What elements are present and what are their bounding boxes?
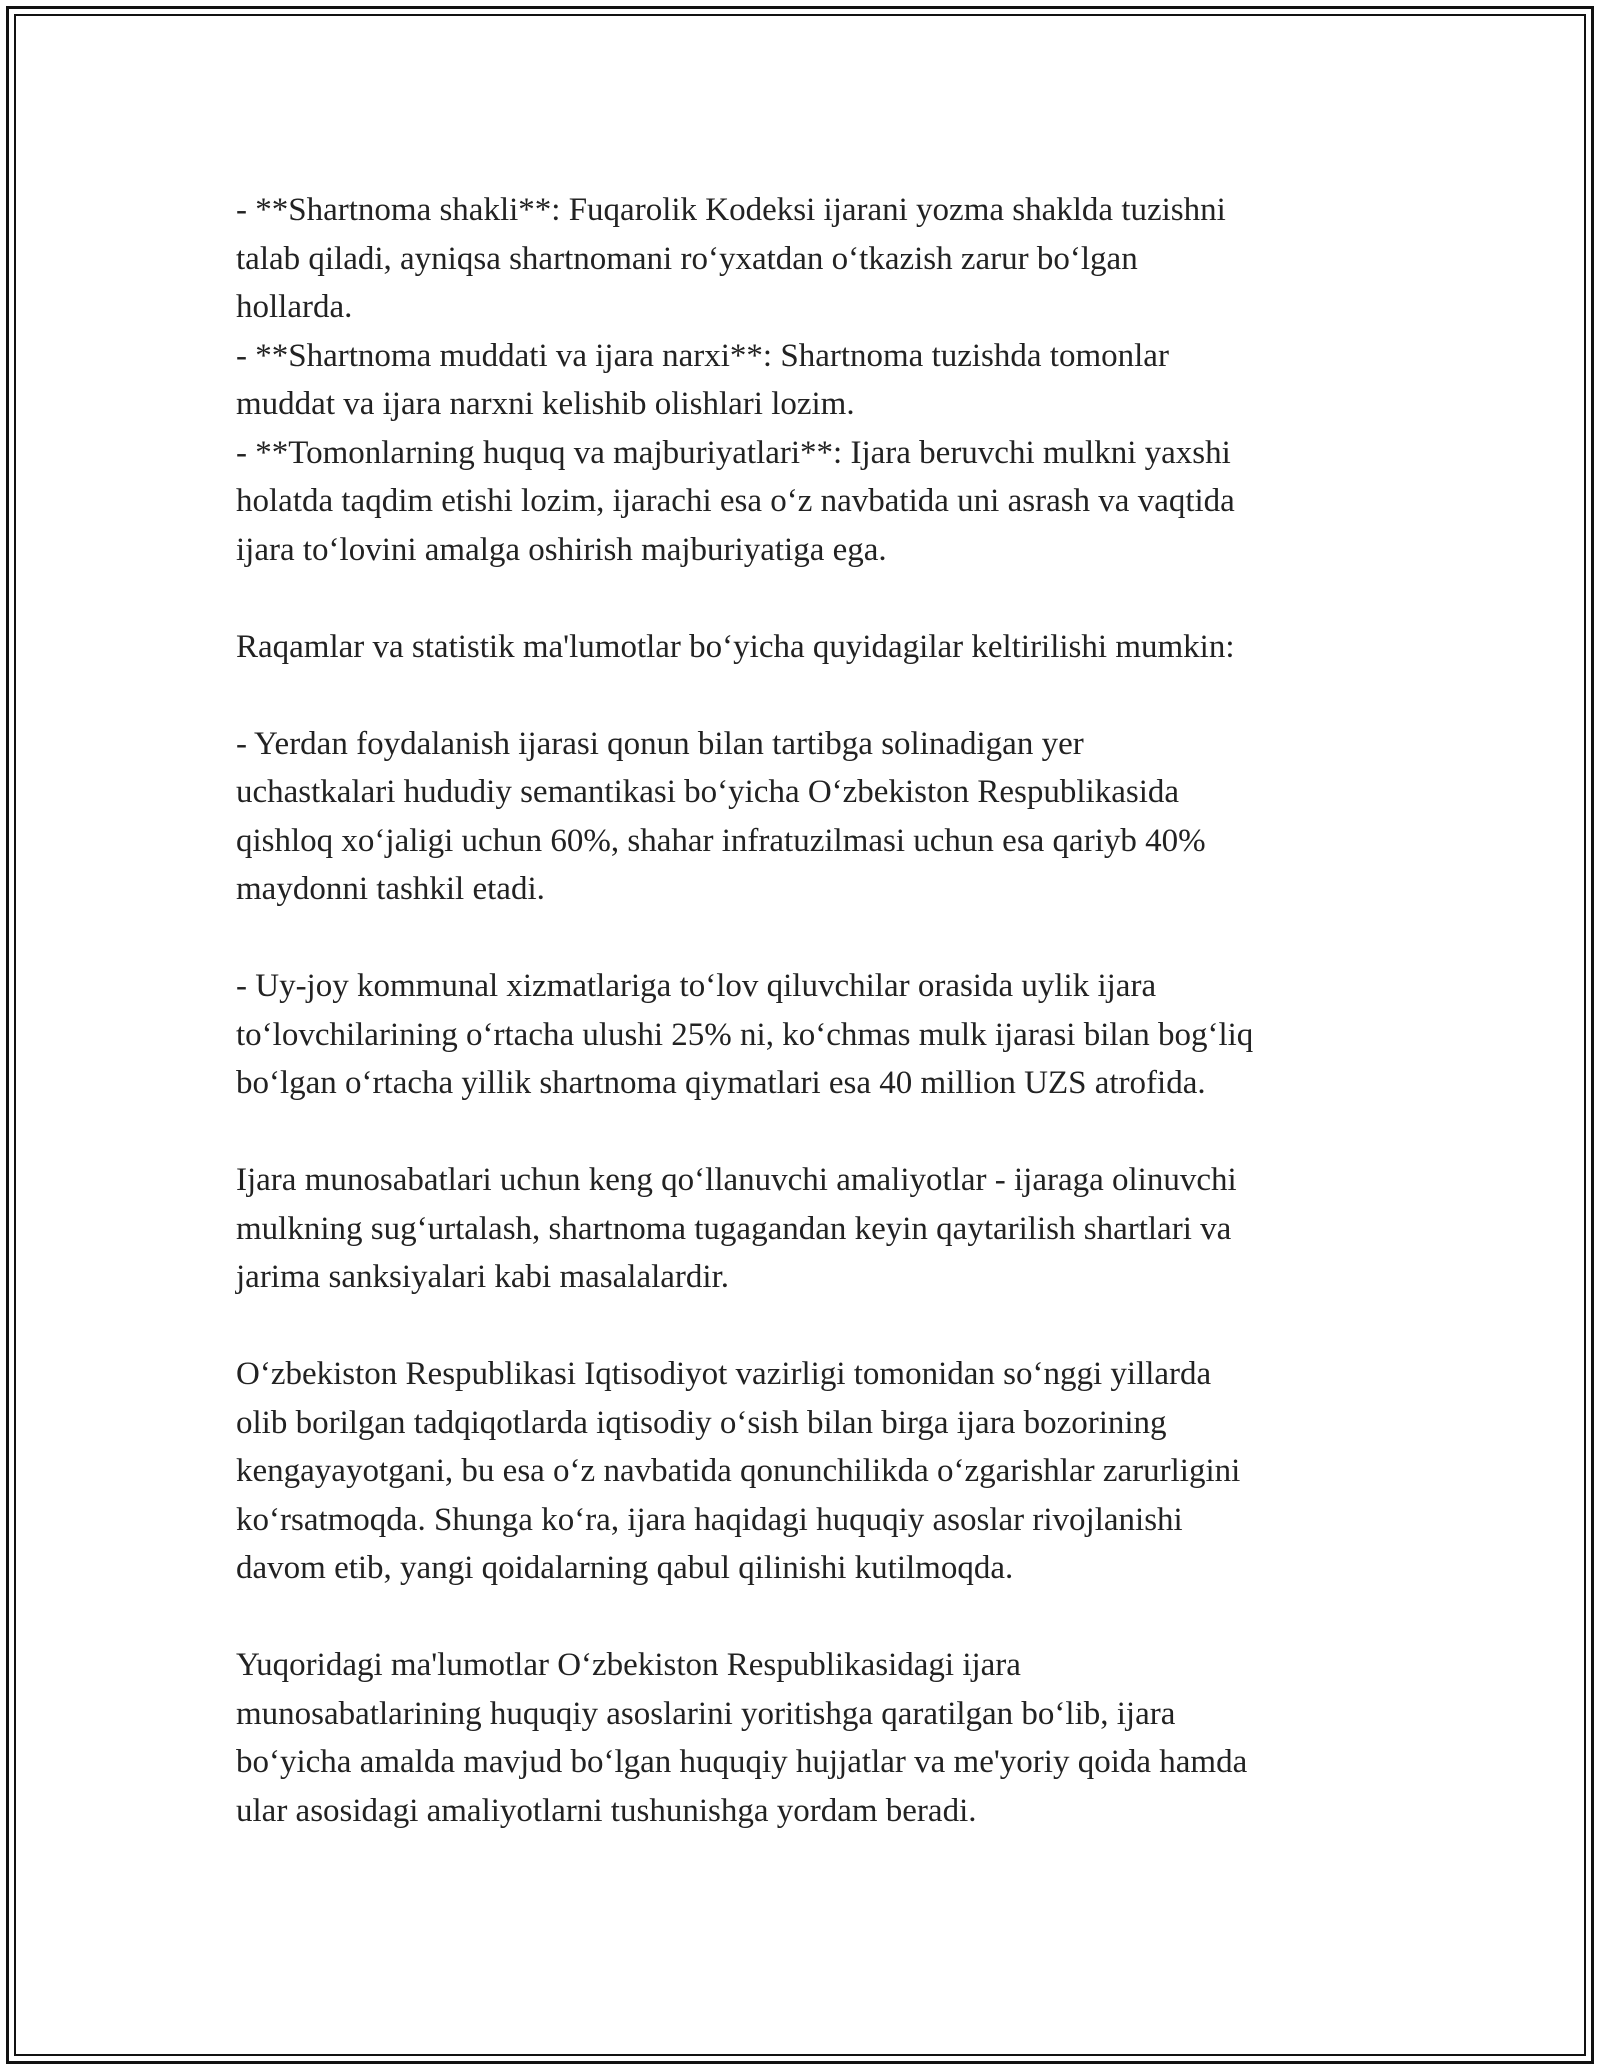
paragraph-housing-payments: - Uy-joy kommunal xizmatlariga to‘lov qiluvchilar orasida uylik ijara to‘lovchilarining o‘rtacha ulushi 25% ni, ko‘chmas mulk ijarasi bilan bog‘liq bo‘lgan o‘rtacha yillik shartnoma qiymatlari esa 40 million UZS atrofida. (236, 968, 1254, 1101)
document-body (236, 186, 1386, 1835)
paragraph-statistics-intro: Raqamlar va statistik ma'lumotlar bo‘yicha quyidagilar keltirilishi mumkin: (236, 628, 1235, 665)
paragraph-contract-terms: - **Shartnoma shakli**: Fuqarolik Kodeksi ijarani yozma shaklda tuzishni talab qiladi, ayniqsa shartnomani ro‘yxatdan o‘tkazish zarur bo‘lgan hollarda. - **Shartnoma muddati va ijara narxi**: Shartnoma tuzishda tomonlar muddat va ijara narxni kelishib olishlari lozim. - **Tomonlarning huquq va majburiyatlari**: Ijara beruvchi mulkni yaxshi holatda taqdim etishi lozim, ijarachi esa o‘z navbatida uni asrash va vaqtida ijara to‘lovini amalga oshirish majburiyatiga ega. (236, 192, 1235, 568)
paragraph-spacer (236, 1302, 1386, 1351)
paragraph-conclusion: Yuqoridagi ma'lumotlar O‘zbekiston Respublikasidagi ijara munosabatlarining huquqiy asoslarini yoritishga qaratilgan bo‘lib, ijara bo‘yicha amalda mavjud bo‘lgan huquqiy hujjatlar va me'yoriy qoida hamda ular asosidagi amaliyotlarni tushunishga yordam beradi. (236, 1647, 1248, 1829)
paragraph-spacer (236, 671, 1386, 720)
paragraph-economy-ministry: O‘zbekiston Respublikasi Iqtisodiyot vazirligi tomonidan so‘nggi yillarda olib borilgan tadqiqotlarda iqtisodiy o‘sish bilan birga ijara bozorining kengayayotgani, bu esa o‘z navbatida qonunchilikda o‘zgarishlar zarurligini ko‘rsatmoqda. Shunga ko‘ra, ijara haqidagi huquqiy asoslar rivojlanishi davom etib, yangi qoidalarning qabul qilinishi kutilmoqda. (236, 1356, 1241, 1586)
paragraph-spacer (236, 1108, 1386, 1157)
paragraph-spacer (236, 914, 1386, 963)
paragraph-spacer (236, 574, 1386, 623)
paragraph-land-lease: - Yerdan foydalanish ijarasi qonun bilan tartibga solinadigan yer uchastkalari hududiy semantikasi bo‘yicha O‘zbekiston Respublikasida qishloq xo‘jaligi uchun 60%, shahar infratuzilmasi uchun esa qariyb 40% maydonni tashkil etadi. (236, 725, 1206, 907)
paragraph-common-practices: Ijara munosabatlari uchun keng qo‘llanuvchi amaliyotlar - ijaraga olinuvchi mulkning sug‘urtalash, shartnoma tugagandan keyin qaytarilish shartlari va jarima sanksiyalari kabi masalalardir. (236, 1162, 1237, 1295)
paragraph-spacer (236, 1593, 1386, 1642)
